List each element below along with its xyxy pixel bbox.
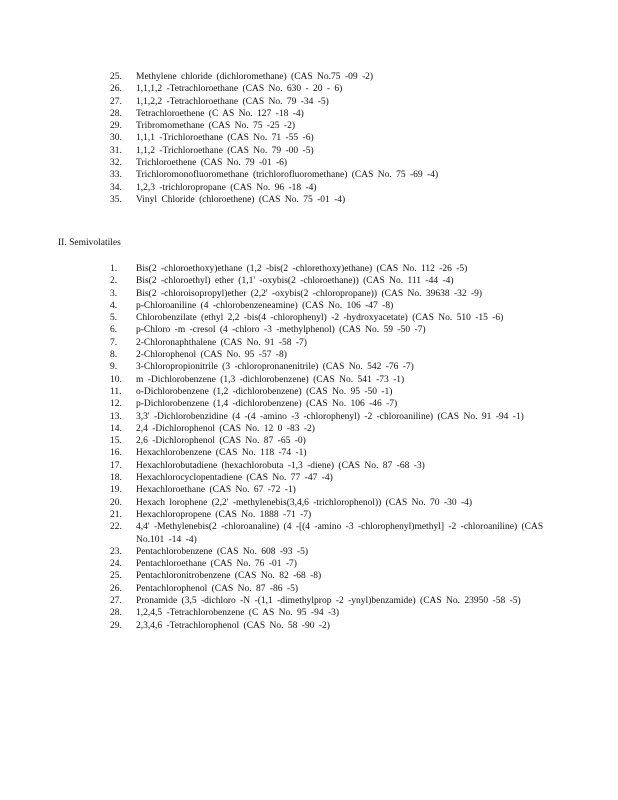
item-text: 1,1,1,2 -Tetrachloroethane (CAS No. 630 - 20 - 6) <box>136 84 343 95</box>
list-item <box>110 96 550 108</box>
list-item <box>110 263 550 275</box>
item-text: 4,4' -Methylenebis(2 -chloroanaline) (4 -[(4 -amino -3 -chlorophenyl)methyl] -2 -chloroaniline) (CAS No.101 -14 -4) <box>136 522 544 545</box>
item-number: 28. <box>110 108 122 119</box>
list-item <box>110 169 550 181</box>
item-number: 18. <box>110 473 122 484</box>
list-item <box>110 120 550 132</box>
item-text: o-Dichlorobenzene (1,2 -dichlorobenzene) (CAS No. 95 -50 -1) <box>136 386 393 397</box>
item-number: 13. <box>110 411 122 422</box>
item-text: 1,1,2,2 -Tetrachloroethane (CAS No. 79 -34 -5) <box>136 96 329 107</box>
item-text: Pentachloroethane (CAS No. 76 -01 -7) <box>136 559 297 570</box>
item-number: 16. <box>110 448 122 459</box>
item-text: Hexachlorobutadiene (hexachlorobuta -1,3 -diene) (CAS No. 87 -68 -3) <box>136 460 425 471</box>
list-item <box>110 337 550 349</box>
item-number: 17. <box>110 460 122 471</box>
item-number: 22. <box>110 522 122 533</box>
item-number: 7. <box>110 337 118 348</box>
list-item <box>110 607 550 619</box>
item-text: Bis(2 -chloroethoxy)ethane (1,2 -bis(2 -chlorethoxy)ethane) (CAS No. 112 -26 -5) <box>136 264 468 274</box>
item-text: Tribromomethane (CAS No. 75 -25 -2) <box>136 121 295 132</box>
item-text: Chlorobenzilate (ethyl 2,2 -bis(4 -chlorophenyl) -2 -hydroxyacetate) (CAS No. 510 -15 -6) <box>136 313 504 324</box>
item-text: m -Dichlorobenzene (1,3 -dichlorobenzene) (CAS No. 541 -73 -1) <box>136 374 405 385</box>
item-text: Hexachlorobenzene (CAS No. 118 -74 -1) <box>136 448 307 459</box>
list-item <box>110 447 550 459</box>
item-number: 26. <box>110 583 122 594</box>
list-item <box>110 324 550 336</box>
item-text: Trichloroethene (CAS No. 79 -01 -6) <box>136 158 288 169</box>
item-number: 2. <box>110 276 118 287</box>
item-number: 8. <box>110 350 118 361</box>
item-number: 27. <box>110 596 122 607</box>
list-item <box>110 312 550 324</box>
list-item <box>110 411 550 423</box>
item-text: Pronamide (3,5 -dichloro -N -(1,1 -dimethylprop -2 -ynyl)benzamide) (CAS No. 23950 -58 -5) <box>136 596 521 607</box>
semivolatiles-list <box>110 263 550 632</box>
item-number: 34. <box>110 182 122 193</box>
item-text: p-Dichlorobenzene (1,4 -dichlorobenzene) (CAS No. 106 -46 -7) <box>136 399 398 410</box>
volatiles-list <box>110 71 550 206</box>
item-text: Vinyl Chloride (chloroethene) (CAS No. 75 -01 -4) <box>136 194 346 205</box>
item-text: Hexachloroethane (CAS No. 67 -72 -1) <box>136 485 296 496</box>
item-text: 3,3' -Dichlorobenzidine (4 -(4 -amino -3 -chlorophenyl) -2 -chloroaniline) (CAS No. 91 -94 -1) <box>136 411 524 422</box>
item-number: 10. <box>110 374 122 385</box>
item-text: 1,1,2 -Trichloroethane (CAS No. 79 -00 -5) <box>136 145 314 156</box>
list-item <box>110 509 550 521</box>
item-text: Bis(2 -chloroisopropyl)ether (2,2' -oxybis(2 -chloropropane)) (CAS No. 39638 -32 -9) <box>136 288 483 299</box>
item-number: 9. <box>110 362 118 373</box>
item-text: 2,3,4,6 -Tetrachlorophenol (CAS No. 58 -90 -2) <box>136 620 330 631</box>
item-number: 35. <box>110 194 122 205</box>
list-item <box>110 132 550 144</box>
list-item <box>110 460 550 472</box>
item-number: 29. <box>110 620 122 631</box>
item-number: 3. <box>110 288 118 299</box>
section-heading: II. Semivolatiles <box>58 238 121 248</box>
item-text: Methylene chloride (dichloromethane) (CAS No.75 -09 -2) <box>136 72 374 82</box>
item-number: 15. <box>110 436 122 447</box>
item-number: 25. <box>110 72 122 82</box>
list-item <box>110 546 550 558</box>
item-number: 31. <box>110 145 122 156</box>
list-item <box>110 108 550 120</box>
list-item <box>110 386 550 398</box>
item-text: 1,1,1 -Trichloroethane (CAS No. 71 -55 -6) <box>136 133 314 144</box>
list-item <box>110 435 550 447</box>
list-item <box>110 288 550 300</box>
item-number: 4. <box>110 300 118 311</box>
item-number: 32. <box>110 158 122 169</box>
item-text: 2-Chlorophenol (CAS No. 95 -57 -8) <box>136 350 287 361</box>
item-number: 26. <box>110 84 122 95</box>
list-item <box>110 300 550 312</box>
list-item <box>110 194 550 206</box>
item-number: 14. <box>110 423 122 434</box>
list-item <box>110 157 550 169</box>
item-text: Hexach lorophene (2,2' -methylenebis(3,4,6 -trichlorophenol)) (CAS No. 70 -30 -4) <box>136 497 473 508</box>
list-item <box>110 71 550 83</box>
item-text: Tetrachloroethene (C AS No. 127 -18 -4) <box>136 108 304 119</box>
list-item <box>110 497 550 509</box>
list-item <box>110 484 550 496</box>
item-text: 3-Chloropropionitrile (3 -chloropronanenitrile) (CAS No. 542 -76 -7) <box>136 362 414 373</box>
list-item <box>110 620 550 632</box>
item-text: 2,6 -Dichlorophenol (CAS No. 87 -65 -0) <box>136 436 306 447</box>
item-text: Pentachlorobenzene (CAS No. 608 -93 -5) <box>136 546 308 557</box>
item-text: p-Chloro -m -cresol (4 -chloro -3 -methylphenol) (CAS No. 59 -50 -7) <box>136 325 426 336</box>
list-item <box>110 583 550 595</box>
item-text: 1,2,3 -trichloropropane (CAS No. 96 -18 -4) <box>136 182 317 193</box>
list-item <box>110 398 550 410</box>
item-number: 29. <box>110 121 122 132</box>
item-number: 33. <box>110 170 122 181</box>
item-number: 27. <box>110 96 122 107</box>
list-item <box>110 570 550 582</box>
list-item <box>110 83 550 95</box>
item-number: 23. <box>110 546 122 557</box>
item-text: Hexachlorocyclopentadiene (CAS No. 77 -47 -4) <box>136 473 333 484</box>
list-item <box>110 472 550 484</box>
item-number: 20. <box>110 497 122 508</box>
list-item <box>110 275 550 287</box>
item-text: 1,2,4,5 -Tetrachlorobenzene (C AS No. 95 -94 -3) <box>136 608 340 619</box>
item-text: 2-Chloronaphthalene (CAS No. 91 -58 -7) <box>136 337 307 348</box>
list-item <box>110 595 550 607</box>
item-number: 11. <box>110 386 122 397</box>
item-number: 19. <box>110 485 122 496</box>
item-number: 25. <box>110 571 122 582</box>
item-text: p-Chloroaniline (4 -chlorobenzeneamine) (CAS No. 106 -47 -8) <box>136 300 394 311</box>
item-text: Pentachlorophenol (CAS No. 87 -86 -5) <box>136 583 298 594</box>
item-number: 30. <box>110 133 122 144</box>
item-number: 28. <box>110 608 122 619</box>
list-item <box>110 521 550 546</box>
item-text: Trichloromonofluoromethane (trichlorofluoromethane) (CAS No. 75 -69 -4) <box>136 170 439 181</box>
list-item <box>110 361 550 373</box>
item-number: 12. <box>110 399 122 410</box>
item-text: Bis(2 -chloroethyl) ether (1,1' -oxybis(2 -chloroethane)) (CAS No. 111 -44 -4) <box>136 276 454 287</box>
item-text: Hexachloropropene (CAS No. 1888 -71 -7) <box>136 509 312 520</box>
list-item <box>110 349 550 361</box>
item-number: 5. <box>110 313 118 324</box>
list-item <box>110 423 550 435</box>
item-text: Pentachloronitrobenzene (CAS No. 82 -68 -8) <box>136 571 322 582</box>
item-number: 1. <box>110 264 118 274</box>
list-item <box>110 145 550 157</box>
item-number: 21. <box>110 509 122 520</box>
item-number: 6. <box>110 325 118 336</box>
list-item <box>110 182 550 194</box>
item-text: 2,4 -Dichlorophenol (CAS No. 12 0 -83 -2) <box>136 423 315 434</box>
item-number: 24. <box>110 559 122 570</box>
list-item <box>110 558 550 570</box>
list-item <box>110 374 550 386</box>
